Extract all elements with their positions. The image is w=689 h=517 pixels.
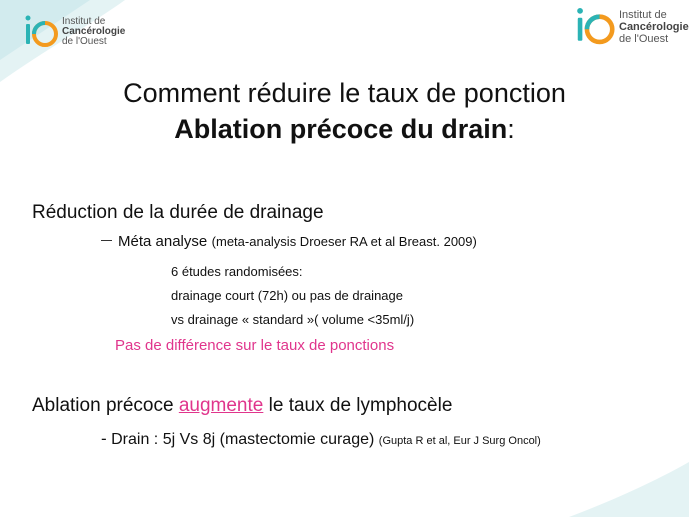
drain-item — [101, 429, 541, 449]
logo-text-left — [62, 17, 125, 47]
meta-main: Méta analyse — [118, 233, 208, 250]
logo-line1: Institut de — [62, 16, 106, 27]
dash-bullet-icon — [101, 240, 112, 241]
logo-right — [575, 4, 689, 50]
logo-line2: Cancérologie — [619, 21, 689, 33]
logo-text-right — [619, 9, 689, 45]
logo-line3: de l'Ouest — [62, 36, 107, 47]
slide-title: Comment réduire le taux de ponction — [123, 78, 566, 108]
ico-logo-icon — [575, 4, 615, 50]
corner-decoration-bottom-right — [559, 457, 689, 517]
logo-line3: de l'Ouest — [619, 33, 669, 45]
drain-dash: - — [101, 429, 107, 448]
subtitle-bold: Ablation précoce du drain — [174, 114, 508, 144]
logo-line2: Cancérologie — [62, 26, 126, 37]
slide-subtitle — [0, 114, 689, 145]
section2-heading-before: Ablation précoce — [32, 395, 179, 416]
section1-heading: Réduction de la durée de drainage — [32, 202, 324, 223]
ico-logo-icon — [24, 12, 58, 52]
logo-left — [24, 12, 125, 52]
meta-ref: (meta-analysis Droeser RA et al Breast. 2009) — [211, 234, 477, 249]
section2-heading-after: le taux de lymphocèle — [263, 395, 453, 416]
detail-line-3: vs drainage « standard »( volume <35ml/j) — [171, 312, 415, 327]
section2-heading — [32, 395, 452, 417]
detail-line-1: 6 études randomisées: — [171, 264, 303, 279]
logo-line1: Institut de — [619, 9, 667, 21]
section2-heading-highlight: augmente — [178, 395, 264, 416]
subtitle-colon: : — [507, 114, 515, 144]
meta-analysis-item — [101, 233, 477, 251]
drain-main: Drain : 5j Vs 8j (mastectomie curage) — [111, 431, 375, 448]
section1-conclusion: Pas de différence sur le taux de ponctions — [115, 337, 395, 354]
drain-ref: (Gupta R et al, Eur J Surg Oncol) — [378, 435, 541, 447]
detail-line-2: drainage court (72h) ou pas de drainage — [171, 288, 403, 303]
